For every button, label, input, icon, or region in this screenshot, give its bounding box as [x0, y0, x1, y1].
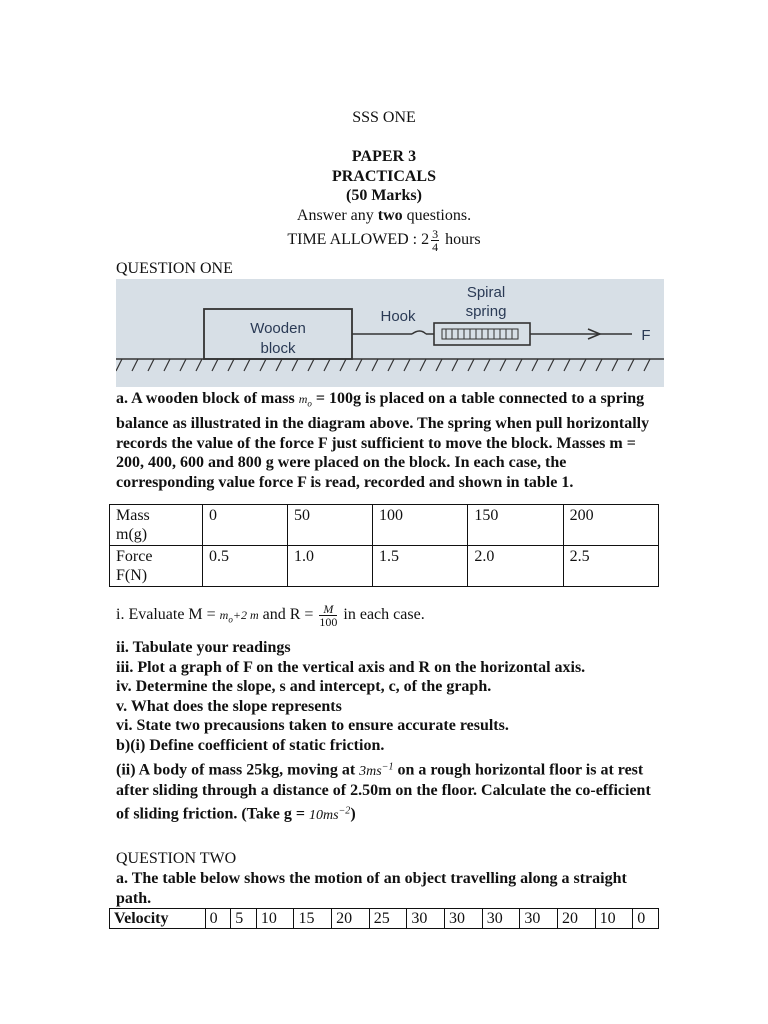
table-1-mass-force	[109, 504, 659, 587]
item-iv: iv. Determine the slope, s and intercept, c, of the graph.	[116, 678, 492, 696]
table-cell: 0.5	[203, 546, 288, 587]
force-label: F	[641, 327, 651, 344]
time-unit: hours	[441, 231, 481, 249]
para-a-text-2: = 100g is placed on a table connected to a spring balance as illustrated in the diagram above. The spring when pull horizontally records the value of the force F just sufficient to move the block. Masses m = 200, 400, 600 and 800 g were placed on the block. In each case, the corresponding value force F is read, recorded and shown in table 1.	[116, 390, 650, 491]
table-row-mass	[110, 505, 659, 546]
table-cell: 25	[369, 909, 407, 929]
wooden-block-label-2: block	[260, 340, 296, 357]
velocity-table	[109, 908, 659, 929]
time-allowed-line	[0, 228, 768, 253]
item-i-text-2: and R =	[258, 606, 318, 624]
spring-label-2: spring	[465, 303, 507, 320]
ground-hatching	[116, 359, 650, 371]
para-a-text-1: a. A wooden block of mass	[116, 390, 299, 407]
mass-symbol-m: m	[298, 392, 308, 406]
question-two-paragraph-a: a. The table below shows the motion of an object travelling along a straight path.	[116, 870, 627, 907]
label-force: Force	[116, 548, 153, 565]
table-cell: 1.5	[373, 546, 468, 587]
table-cell: 200	[563, 505, 658, 546]
table-cell: 2.5	[563, 546, 658, 587]
spring-label-1: Spiral	[466, 284, 506, 301]
mass-symbol-sub: o	[307, 398, 312, 409]
diagram-svg	[116, 279, 664, 387]
table-cell: 1.0	[288, 546, 373, 587]
item-iii: iii. Plot a graph of F on the vertical axis and R on the horizontal axis.	[116, 658, 586, 676]
time-label: TIME ALLOWED : 2	[287, 231, 430, 249]
class-heading: SSS ONE	[352, 109, 416, 126]
instruction-line	[0, 206, 768, 226]
table-cell-label	[110, 505, 203, 546]
item-i-expr-sub: o	[228, 614, 233, 625]
wooden-block-label-1: Wooden	[250, 320, 306, 337]
item-b2	[116, 757, 656, 825]
take-g-label: Take g	[246, 805, 292, 823]
table-cell: 0	[203, 505, 288, 546]
time-fraction-num: 3	[432, 227, 439, 241]
item-i-text-1: i. Evaluate M =	[116, 606, 220, 624]
mass-symbol	[298, 392, 312, 409]
table-cell: 10	[256, 909, 294, 929]
instruction-pre: Answer any	[296, 207, 378, 224]
paper-heading: PAPER 3	[351, 148, 417, 165]
label-mass-unit: m(g)	[116, 526, 148, 543]
hook-shape	[412, 331, 426, 334]
take-g-eq: =	[291, 805, 309, 823]
table-cell-label	[110, 546, 203, 587]
time-fraction	[431, 228, 439, 253]
spring-block-diagram	[116, 279, 664, 387]
item-b1: b)(i) Define coefficient of static friction.	[116, 736, 385, 754]
question-one-items	[116, 638, 676, 756]
table-cell-label: Velocity	[110, 909, 206, 929]
time-fraction-den: 4	[432, 240, 439, 254]
table-cell: 20	[332, 909, 370, 929]
item-i-expression	[219, 608, 259, 625]
item-b2-text-2: on a rough horizontal floor is at rest after sliding through a distance of 2.50m on the floor. Calculate the co-efficient of sliding friction. (	[116, 761, 651, 823]
speed-expression	[359, 761, 394, 779]
item-i-expr-m: m	[219, 608, 229, 623]
g-value: 10ms	[309, 807, 339, 823]
question-one-paragraph-a	[116, 389, 656, 492]
question-one-title: QUESTION ONE	[116, 260, 233, 277]
table-cell: 30	[482, 909, 520, 929]
table-cell: 20	[557, 909, 595, 929]
item-b2-close: )	[350, 805, 356, 823]
item-i-fraction-num: M	[319, 603, 337, 616]
item-i-fraction-den: 100	[319, 615, 338, 629]
subject-heading: PRACTICALS	[331, 168, 436, 185]
label-force-unit: F(N)	[116, 567, 148, 584]
item-v: v. What does the slope represents	[116, 697, 342, 715]
label-mass: Mass	[116, 507, 150, 524]
table-cell: 150	[468, 505, 563, 546]
table-cell: 5	[231, 909, 257, 929]
table-cell: 2.0	[468, 546, 563, 587]
question-two-title: QUESTION TWO	[116, 850, 237, 867]
table-cell: 30	[407, 909, 445, 929]
g-exponent: −2	[338, 804, 351, 816]
table-cell: 50	[288, 505, 373, 546]
speed-value: 3ms	[359, 763, 382, 779]
speed-exponent: −1	[381, 761, 394, 772]
table-cell: 30	[445, 909, 483, 929]
table-cell: 0	[633, 909, 659, 929]
instruction-bold: two	[377, 207, 403, 224]
table-cell: 10	[595, 909, 633, 929]
marks-heading: (50 Marks)	[346, 187, 422, 204]
g-expression	[309, 804, 351, 823]
hook-label: Hook	[380, 308, 416, 325]
item-i	[116, 603, 425, 630]
table-cell: 15	[294, 909, 332, 929]
item-i-expr-rest: +2 m	[232, 608, 259, 623]
spring-coils	[446, 329, 512, 339]
item-vi: vi. State two precausions taken to ensure accurate results.	[116, 717, 509, 735]
item-i-fraction	[319, 603, 337, 628]
table-cell: 0	[205, 909, 231, 929]
instruction-post: questions.	[402, 207, 472, 224]
table-cell: 100	[373, 505, 468, 546]
table-row-force	[110, 546, 659, 587]
item-ii: ii. Tabulate your readings	[116, 639, 291, 656]
table-row-velocity	[110, 909, 659, 929]
item-i-text-3: in each case.	[339, 606, 425, 624]
item-b2-text-1: (ii) A body of mass 25kg, moving at	[116, 761, 360, 779]
table-cell: 30	[520, 909, 558, 929]
